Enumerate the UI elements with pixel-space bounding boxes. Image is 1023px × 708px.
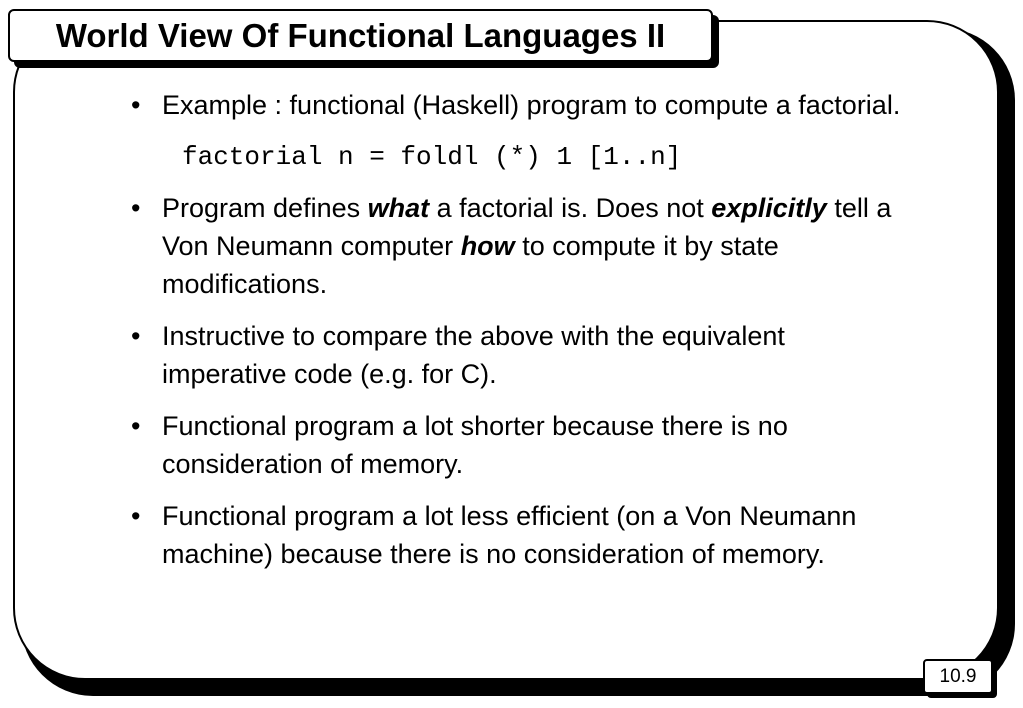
bullet-icon: •	[131, 90, 141, 120]
title-box	[8, 9, 713, 62]
bullet-item	[131, 497, 901, 573]
emphasis-explicitly: explicitly	[711, 193, 827, 223]
bullet-icon: •	[131, 501, 141, 531]
slide-content	[131, 86, 901, 587]
bullet-icon: •	[131, 193, 141, 223]
bullet-text-part: to compute it by state modifications.	[162, 231, 779, 299]
page-number: 10.9	[939, 665, 977, 687]
page-number-box	[923, 659, 993, 694]
bullet-text: Functional program a lot less efficient (on a Von Neumann machine) because there is no consideration of memory.	[162, 501, 857, 569]
bullet-text: Functional program a lot shorter because there is no consideration of memory.	[162, 411, 788, 479]
bullet-text: Example : functional (Haskell) program to compute a factorial.	[162, 90, 901, 120]
emphasis-how: how	[460, 231, 515, 261]
emphasis-what: what	[367, 193, 430, 223]
bullet-icon: •	[131, 411, 141, 441]
bullet-text-part: Program defines	[162, 193, 368, 223]
bullet-item	[131, 407, 901, 483]
bullet-item	[131, 317, 901, 393]
bullet-item	[131, 189, 901, 303]
code-line: factorial n = foldl (*) 1 [1..n]	[182, 142, 682, 172]
bullet-text-part: a factorial is. Does not	[429, 193, 712, 223]
slide-title: World View Of Functional Languages II	[55, 17, 666, 54]
bullet-text-part: tell a Von Neumann computer	[162, 193, 892, 261]
bullet-item	[131, 86, 901, 124]
bullet-icon: •	[131, 321, 141, 351]
bullet-text: Instructive to compare the above with the equivalent imperative code (e.g. for C).	[162, 321, 785, 389]
